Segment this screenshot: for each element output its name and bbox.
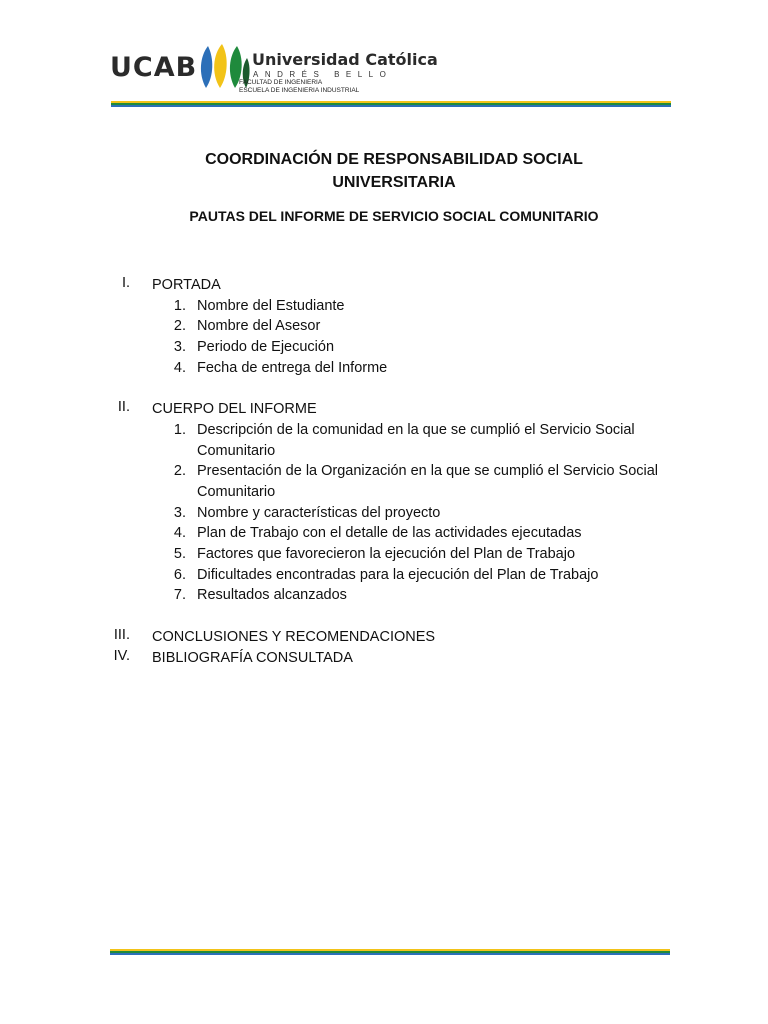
list-item xyxy=(0,544,768,565)
item-text: Periodo de Ejecución xyxy=(197,338,335,355)
item-number: 2. xyxy=(173,463,186,480)
item-number: 7. xyxy=(173,587,186,604)
logo-faculty-lines xyxy=(239,79,359,95)
stripe-blue xyxy=(111,105,671,107)
item-number: 6. xyxy=(173,566,186,583)
outline xyxy=(0,275,768,668)
item-text: Nombre del Estudiante xyxy=(197,297,345,314)
list-item xyxy=(0,503,768,524)
list-item xyxy=(0,337,768,358)
stripe-blue xyxy=(110,953,670,955)
header-stripe xyxy=(111,101,671,107)
section-portada xyxy=(0,275,768,378)
item-text: Dificultades encontradas para la ejecución del Plan de Trabajo xyxy=(197,566,599,583)
item-text: Nombre del Asesor xyxy=(197,318,321,335)
item-text: Presentación de la Organización en la que se cumplió el Servicio Social Comunitario xyxy=(197,463,659,500)
logo-ucab-text: UCAB xyxy=(110,52,198,83)
logo-school: ESCUELA DE INGENIERIA INDUSTRIAL xyxy=(239,87,360,94)
list-item xyxy=(0,420,768,461)
item-number: 5. xyxy=(173,546,186,563)
page-title xyxy=(100,148,688,194)
section-bibliografia xyxy=(0,648,768,669)
section-numeral: II. xyxy=(117,399,130,416)
section-items xyxy=(0,420,768,606)
section-numeral: IV. xyxy=(113,647,130,664)
title-line-1: COORDINACIÓN DE RESPONSABILIDAD SOCIAL xyxy=(205,151,583,168)
list-item xyxy=(0,316,768,337)
item-number: 1. xyxy=(173,297,186,314)
section-title: PORTADA xyxy=(152,277,221,293)
item-text: Factores que favorecieron la ejecución del Plan de Trabajo xyxy=(197,546,576,563)
list-item xyxy=(0,523,768,544)
item-text: Plan de Trabajo con el detalle de las actividades ejecutadas xyxy=(197,525,582,542)
section-cuerpo-del-informe xyxy=(0,399,768,606)
item-text: Fecha de entrega del Informe xyxy=(197,359,388,376)
ucab-logo xyxy=(110,44,438,94)
section-title: CUERPO DEL INFORME xyxy=(152,401,317,418)
list-item xyxy=(0,585,768,606)
logo-faculty: FACULTAD DE INGENIERIA xyxy=(239,79,323,86)
item-number: 2. xyxy=(173,318,186,335)
logo-university-name: Universidad Católica xyxy=(252,50,438,69)
item-number: 3. xyxy=(173,504,186,521)
footer-stripe xyxy=(110,949,670,955)
page-subtitle: PAUTAS DEL INFORME DE SERVICIO SOCIAL COMUNITARIO xyxy=(189,208,599,224)
item-number: 3. xyxy=(173,338,186,355)
section-conclusiones xyxy=(0,627,768,648)
list-item xyxy=(0,565,768,586)
section-title: CONCLUSIONES Y RECOMENDACIONES xyxy=(152,629,436,646)
item-text: Descripción de la comunidad en la que se cumplió el Servicio Social Comunitario xyxy=(197,421,635,459)
title-line-2: UNIVERSITARIA xyxy=(332,174,456,191)
section-numeral: I. xyxy=(121,275,130,291)
item-number: 4. xyxy=(173,359,186,376)
logo-andres-bello: ANDRÉS BELLO xyxy=(253,70,393,79)
item-number: 1. xyxy=(173,421,186,438)
section-numeral: III. xyxy=(113,627,130,644)
list-item xyxy=(0,296,768,317)
list-item xyxy=(0,358,768,379)
section-title: BIBLIOGRAFÍA CONSULTADA xyxy=(152,649,353,666)
item-number: 4. xyxy=(173,525,186,542)
item-text: Nombre y características del proyecto xyxy=(197,504,441,521)
section-items xyxy=(0,296,768,379)
item-text: Resultados alcanzados xyxy=(197,587,347,604)
list-item xyxy=(0,461,768,502)
